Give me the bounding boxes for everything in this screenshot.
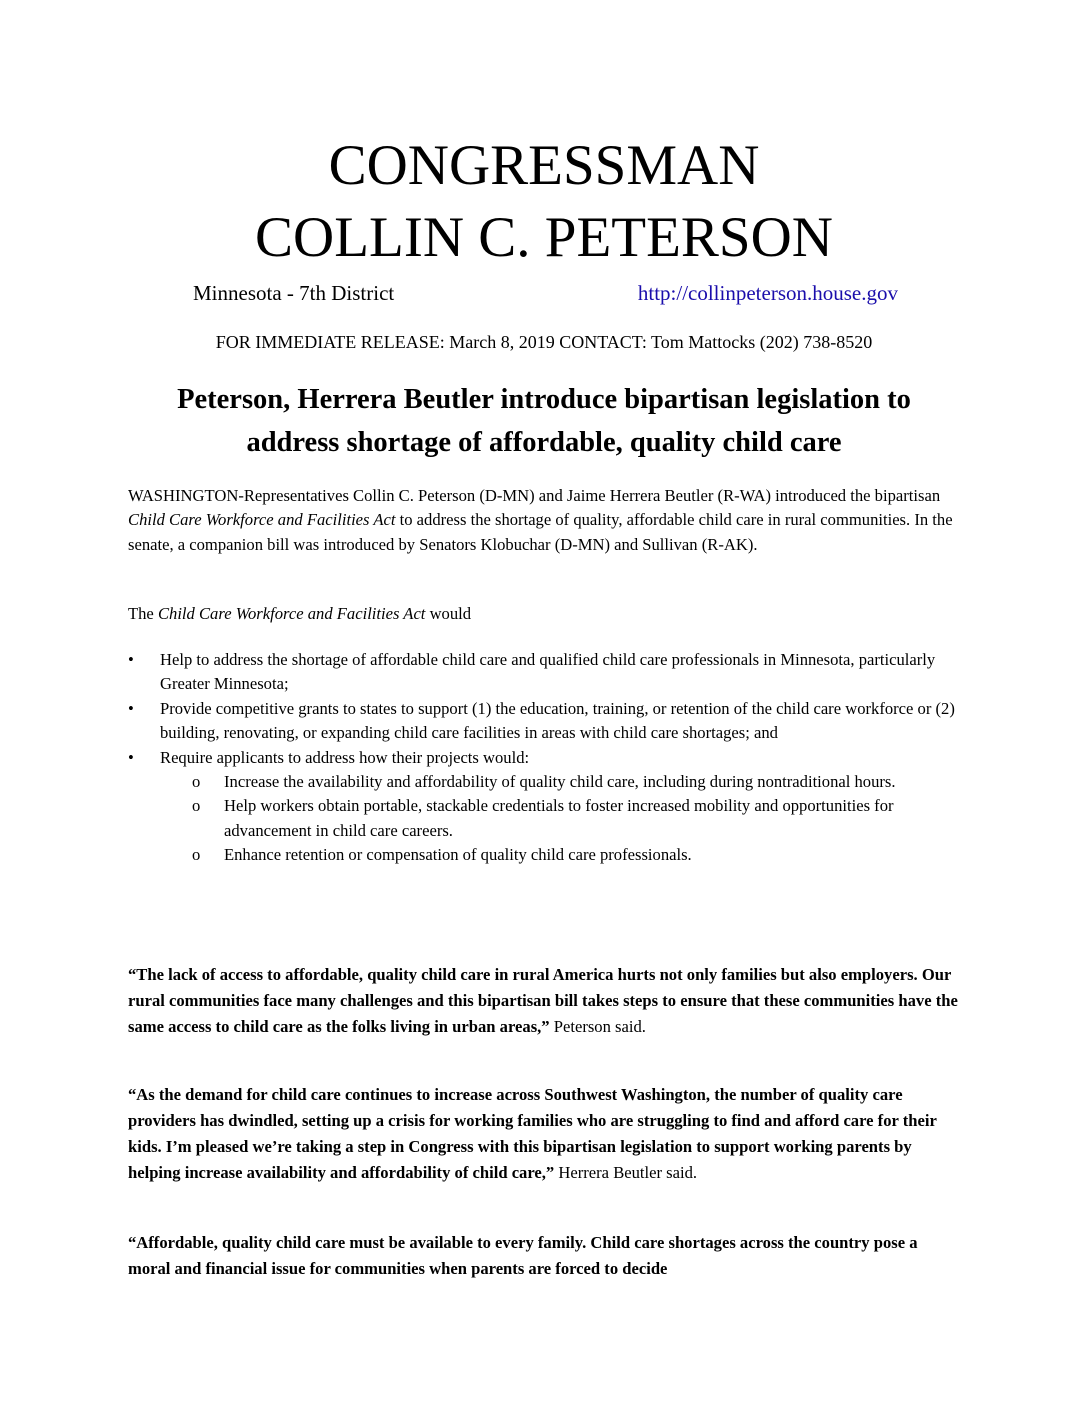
bullet-icon: • [128,650,134,669]
masthead [0,130,1088,274]
intro-paragraph [128,484,958,557]
list-item-text: Provide competitive grants to states to support (1) the education, training, or retention of the child care workforce or (2) building, renovating, or expanding child care facilities in areas with child care shortages; and [160,698,955,743]
circle-bullet-icon: o [192,772,201,792]
headline-line-1: Peterson, Herrera Beutler introduce bipartisan legislation to [177,384,911,415]
lead-the: The [128,604,158,623]
quote-text: “As the demand for child care continues to increase across Southwest Washington, the number of quality care providers has dwindled, setting up a crisis for working families who are struggling to find and afford care for their kids. I’m pleased we’re taking a step in Congress with this bipartisan legislation to support working parents by helping increase availability and affordability of child care,” [128,1085,937,1182]
quote-text: “Affordable, quality child care must be available to every family. Child care shortages across the country pose a moral and financial issue for communities when parents are forced to decide [128,1233,918,1278]
bullet-icon: • [128,698,134,718]
headline-line-2: address shortage of affordable, quality child care [246,427,842,458]
list-item [128,697,958,746]
sub-list-item-text: Help workers obtain portable, stackable credentials to foster increased mobility and opportunities for advancement in child care careers. [224,796,894,840]
sub-list-item-text: Enhance retention or compensation of quality child care professionals. [224,845,692,865]
quote-third [128,1230,958,1282]
circle-bullet-icon: o [192,845,201,865]
quote-attribution: Peterson said. [549,1017,646,1036]
list-item-text: Help to address the shortage of affordable child care and qualified child care professionals in Minnesota, particularly Greater Minnesota; [160,650,936,694]
sub-list-item [128,794,958,843]
masthead-title: CONGRESSMAN [328,134,760,197]
headline [90,378,998,464]
district-row [193,280,898,306]
list-item [128,746,958,770]
list-item-text: Require applicants to address how their projects would: [160,747,530,767]
lead-paragraph [128,602,958,626]
sub-list-item-text: Increase the availability and affordability of quality child care, including during nontraditional hours. [224,772,896,792]
intro-text-2: to address the shortage of quality, affordable child care in rural communities. In the senate, a companion bill was introduced by Senators Klobuchar (D-MN) and Sullivan (R-AK). [128,510,953,554]
sub-list-item [128,843,958,867]
quote-text: “The lack of access to affordable, quality child care in rural America hurts not only families but also employers. Our rural communities face many challenges and this bipartisan bill takes steps to ensure that these communities have the same access to child care as the folks living in urban areas,” [128,965,958,1036]
bullet-icon: • [128,747,134,767]
lead-would: would [425,604,472,623]
website-link[interactable]: http://collinpeterson.house.gov [637,281,898,305]
sub-list-item [128,770,958,794]
release-line: FOR IMMEDIATE RELEASE: March 8, 2019 CONTACT: Tom Mattocks (202) 738-8520 [215,332,873,352]
list-item [128,648,958,697]
sub-bullet-list [128,770,958,868]
district-label: Minnesota - 7th District [193,281,395,305]
quote-attribution: Herrera Beutler said. [554,1163,698,1182]
quote-peterson [128,962,958,1040]
quote-herrera-beutler [128,1082,958,1186]
bullet-list [128,648,958,868]
congressman-name: COLLIN C. PETERSON [255,206,833,269]
intro-text-1: WASHINGTON-Representatives Collin C. Peterson (D-MN) and Jaime Herrera Beutler (R-WA) introduced the bipartisan [128,486,941,505]
circle-bullet-icon: o [192,796,201,816]
act-name: Child Care Workforce and Facilities Act [157,604,426,623]
underline-filler [439,280,577,306]
act-name: Child Care Workforce and Facilities Act [128,510,396,530]
